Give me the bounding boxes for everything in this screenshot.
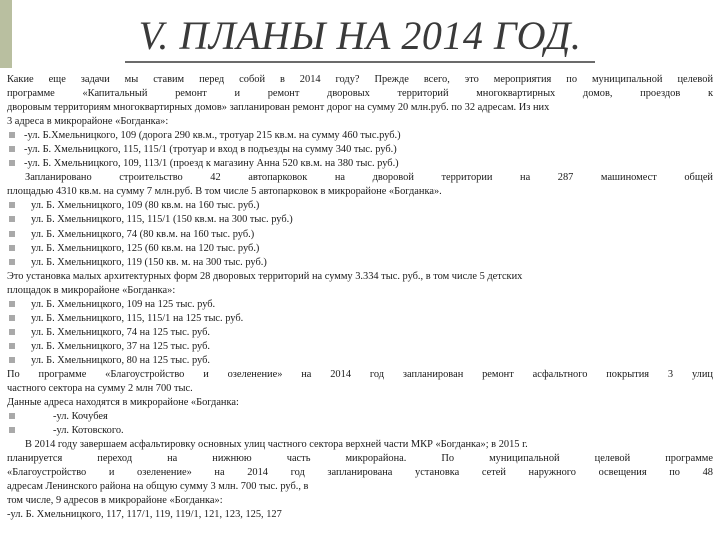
bullet-icon [9,160,15,166]
text-line: По программе «Благоустройство и озеленение» на 2014 год запланирован ремонт асфальтного покрытия 3 улиц [7,368,713,380]
list-item-text: ул. Б. Хмельницкого, 119 (150 кв. м. на 300 тыс. руб.) [31,256,267,268]
list-item [7,157,713,171]
text-line: Какие еще задачи мы ставим перед собой в 2014 году? Прежде всего, это мероприятия по муниципальной целевой [7,74,713,85]
list-item-text: -ул. Б. Хмельницкого, 109, 113/1 (проезд к магазину Анна 520 кв.м. на 380 тыс. руб.) [24,158,399,170]
list-item [7,199,713,213]
list-item [7,228,713,242]
bullet-icon [9,146,15,152]
list-item [7,424,713,438]
text-line: дворовым территориям многоквартирных домов» запланирован ремонт дорог на сумму 20 млн.руб. по 32 адресам. Из них [7,102,550,114]
list-item-text: ул. Б. Хмельницкого, 115, 115/1 (150 кв.м. на 300 тыс. руб.) [31,214,293,226]
list-item-text: ул. Б. Хмельницкого, 37 на 125 тыс. руб. [31,340,210,352]
title-underline [125,61,595,63]
list-item-text: ул. Б. Хмельницкого, 74 на 125 тыс. руб. [31,326,210,338]
list-item [7,213,713,227]
text-line: Данные адреса находятся в микрорайоне «Богданка: [7,397,239,409]
list-item-text: ул. Б. Хмельницкого, 74 (80 кв.м. на 160 тыс. руб.) [31,228,255,240]
list-item [7,256,713,270]
list-item [7,298,713,312]
list-item [7,129,713,143]
text-line: площадью 4310 кв.м. на сумму 7 млн.руб. В том числе 5 автопарковок в микрорайоне «Богданка». [7,186,442,198]
list-item-text: ул. Б. Хмельницкого, 109 на 125 тыс. руб. [31,298,216,310]
text-line: планируется переход на нижнюю часть микрорайона. По муниципальной целевой программе [7,453,713,465]
text-line: В 2014 году завершаем асфальтировку основных улиц частного сектора верхней части МКР «Богданка»; в 2015 г. [25,439,528,451]
list-item-text: ул. Б. Хмельницкого, 80 на 125 тыс. руб. [31,354,210,366]
list-item-text: -ул. Кочубея [53,411,108,423]
list-item [7,326,713,340]
bullet-icon [9,245,15,251]
text-line: программе «Капитальный ремонт и ремонт дворовых территорий многоквартирных домов, проездов к [7,88,713,100]
list-item [7,242,713,256]
bullet-icon [9,132,15,138]
bullet-icon [9,202,15,208]
list-item [7,340,713,354]
list-item-text: -ул. Котовского. [53,425,124,437]
bullet-icon [9,427,15,433]
bullet-icon [9,329,15,335]
list-item [7,143,713,157]
bullet-icon [9,315,15,321]
bullet-icon [9,301,15,307]
list-item-text: -ул. Б.Хмельницкого, 109 (дорога 290 кв.м., тротуар 215 кв.м. на сумму 460 тыс.руб.) [24,130,401,142]
list-item [7,354,713,368]
document-body [7,73,713,523]
page-title: V. ПЛАНЫ НА 2014 ГОД. [138,13,582,58]
bullet-icon [9,343,15,349]
text-line: частного сектора на сумму 2 млн 700 тыс. [7,383,193,395]
list-item-text: ул. Б. Хмельницкого, 125 (60 кв.м. на 120 тыс. руб.) [31,242,260,254]
bullet-icon [9,413,15,419]
bullet-icon [9,357,15,363]
list-item [7,410,713,424]
bullet-icon [9,216,15,222]
text-line: «Благоустройство и озеленение» на 2014 год запланирована установка сетей наружного освещения по 48 [7,467,713,479]
list-item-text: -ул. Б. Хмельницкого, 115, 115/1 (тротуар и вход в подъезды на сумму 340 тыс. руб.) [24,144,397,156]
text-line: Запланировано строительство 42 автопарковок на дворовой территории на 287 машиномест общей [25,172,713,184]
text-line: 3 адреса в микрорайоне «Богданка»: [7,116,169,128]
text-line: -ул. Б. Хмельницкого, 117, 117/1, 119, 119/1, 121, 123, 125, 127 [7,509,282,521]
text-line: том числе, 9 адресов в микрорайоне «Богданка»: [7,495,223,507]
text-line: адресам Ленинского района на общую сумму 3 млн. 700 тыс. руб., в [7,481,309,493]
text-line: площадок в микрорайоне «Богданка»: [7,284,176,296]
bullet-icon [9,259,15,265]
bullet-icon [9,231,15,237]
list-item-text: ул. Б. Хмельницкого, 109 (80 кв.м. на 160 тыс. руб.) [31,200,260,212]
list-item-text: ул. Б. Хмельницкого, 115, 115/1 на 125 тыс. руб. [31,312,244,324]
text-line: Это установка малых архитектурных форм 28 дворовых территорий на сумму 3.334 тыс. руб., в том числе 5 детских [7,270,523,282]
list-item [7,312,713,326]
